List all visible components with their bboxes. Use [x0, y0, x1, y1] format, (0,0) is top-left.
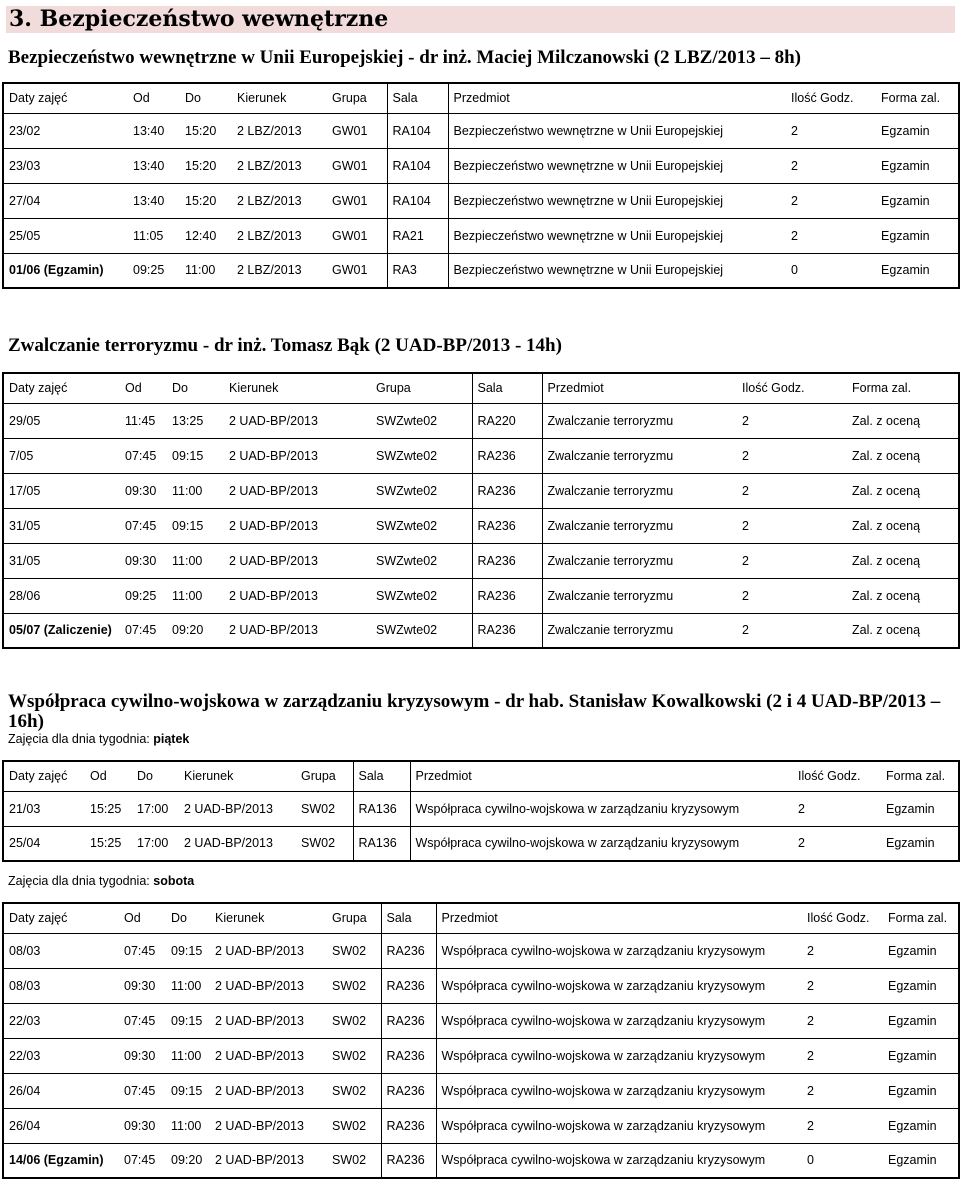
column-header-assessment: Forma zal.	[881, 761, 959, 791]
cell-hours: 2	[802, 933, 883, 968]
cell-assessment: Egzamin	[876, 148, 959, 183]
column-header-assessment: Forma zal.	[847, 373, 959, 403]
cell-program: 2 UAD-BP/2013	[210, 933, 327, 968]
column-header-hours: Ilość Godz.	[737, 373, 847, 403]
column-header-to: Do	[132, 761, 179, 791]
table-row	[3, 791, 959, 826]
cell-hours: 2	[802, 1038, 883, 1073]
cell-to: 11:00	[166, 1038, 210, 1073]
cell-hours: 2	[802, 1073, 883, 1108]
cell-subject: Bezpieczeństwo wewnętrzne w Unii Europejskiej	[448, 183, 786, 218]
cell-from: 09:30	[120, 543, 167, 578]
cell-date: 25/05	[3, 218, 128, 253]
cell-from: 09:25	[128, 253, 180, 288]
table-row	[3, 1038, 959, 1073]
cell-date: 05/07 (Zaliczenie)	[3, 613, 120, 648]
cell-room: RA104	[387, 183, 448, 218]
cell-program: 2 UAD-BP/2013	[224, 508, 371, 543]
column-header-hours: Ilość Godz.	[793, 761, 881, 791]
cell-assessment: Egzamin	[883, 1003, 959, 1038]
cell-assessment: Egzamin	[883, 1073, 959, 1108]
cell-from: 07:45	[119, 1073, 166, 1108]
cell-hours: 2	[802, 968, 883, 1003]
cell-to: 09:15	[166, 1073, 210, 1108]
cell-date: 14/06 (Egzamin)	[3, 1143, 119, 1178]
column-header-program: Kierunek	[232, 83, 327, 113]
cell-from: 09:25	[120, 578, 167, 613]
cell-date: 31/05	[3, 543, 120, 578]
cell-program: 2 UAD-BP/2013	[210, 968, 327, 1003]
table-row	[3, 968, 959, 1003]
cell-assessment: Zal. z oceną	[847, 613, 959, 648]
table-row	[3, 1108, 959, 1143]
column-header-hours: Ilość Godz.	[802, 903, 883, 933]
column-header-group: Grupa	[327, 83, 387, 113]
cell-subject: Współpraca cywilno-wojskowa w zarządzaniu kryzysowym	[410, 826, 793, 861]
cell-program: 2 UAD-BP/2013	[210, 1143, 327, 1178]
cell-from: 07:45	[120, 508, 167, 543]
cell-assessment: Egzamin	[883, 933, 959, 968]
cell-assessment: Zal. z oceną	[847, 578, 959, 613]
cell-assessment: Zal. z oceną	[847, 403, 959, 438]
cell-program: 2 UAD-BP/2013	[224, 473, 371, 508]
table-row	[3, 473, 959, 508]
day-note-day: piątek	[153, 732, 190, 746]
cell-to: 15:20	[180, 148, 232, 183]
column-header-hours: Ilość Godz.	[786, 83, 876, 113]
cell-hours: 2	[737, 403, 847, 438]
cell-program: 2 UAD-BP/2013	[224, 578, 371, 613]
cell-date: 17/05	[3, 473, 120, 508]
cell-room: RA21	[387, 218, 448, 253]
cell-group: SWZwte02	[371, 578, 472, 613]
cell-to: 11:00	[166, 968, 210, 1003]
table-row	[3, 613, 959, 648]
table-row	[3, 438, 959, 473]
cell-room: RA236	[381, 1003, 436, 1038]
column-header-from: Od	[120, 373, 167, 403]
schedule-table-wspolpraca-friday	[2, 760, 960, 862]
column-header-program: Kierunek	[179, 761, 296, 791]
column-header-from: Od	[128, 83, 180, 113]
cell-hours: 2	[802, 1003, 883, 1038]
cell-hours: 2	[793, 791, 881, 826]
table-row	[3, 826, 959, 861]
cell-room: RA236	[381, 1073, 436, 1108]
table-row	[3, 148, 959, 183]
cell-date: 31/05	[3, 508, 120, 543]
table-row	[3, 933, 959, 968]
cell-group: SWZwte02	[371, 438, 472, 473]
cell-hours: 2	[786, 183, 876, 218]
column-header-date: Daty zajęć	[3, 761, 85, 791]
cell-program: 2 UAD-BP/2013	[224, 613, 371, 648]
column-header-from: Od	[85, 761, 132, 791]
cell-to: 09:15	[167, 438, 224, 473]
cell-to: 11:00	[167, 473, 224, 508]
cell-to: 09:15	[166, 1003, 210, 1038]
column-header-group: Grupa	[327, 903, 381, 933]
cell-assessment: Zal. z oceną	[847, 543, 959, 578]
cell-program: 2 LBZ/2013	[232, 253, 327, 288]
cell-subject: Współpraca cywilno-wojskowa w zarządzaniu kryzysowym	[436, 1073, 802, 1108]
cell-group: SW02	[327, 1143, 381, 1178]
cell-hours: 0	[802, 1143, 883, 1178]
day-note-label: Zajęcia dla dnia tygodnia:	[8, 732, 150, 746]
cell-program: 2 UAD-BP/2013	[224, 543, 371, 578]
cell-group: GW01	[327, 183, 387, 218]
cell-to: 17:00	[132, 826, 179, 861]
column-header-subject: Przedmiot	[448, 83, 786, 113]
cell-date: 23/02	[3, 113, 128, 148]
cell-subject: Zwalczanie terroryzmu	[542, 613, 737, 648]
cell-room: RA104	[387, 113, 448, 148]
cell-hours: 2	[737, 508, 847, 543]
cell-from: 11:45	[120, 403, 167, 438]
cell-program: 2 UAD-BP/2013	[210, 1038, 327, 1073]
cell-subject: Zwalczanie terroryzmu	[542, 403, 737, 438]
cell-to: 15:20	[180, 183, 232, 218]
table-row	[3, 183, 959, 218]
cell-subject: Bezpieczeństwo wewnętrzne w Unii Europejskiej	[448, 253, 786, 288]
column-header-to: Do	[167, 373, 224, 403]
section-title: 3. Bezpieczeństwo wewnętrzne	[6, 6, 955, 33]
cell-to: 09:20	[167, 613, 224, 648]
cell-assessment: Egzamin	[883, 1038, 959, 1073]
column-header-group: Grupa	[296, 761, 353, 791]
cell-group: SW02	[327, 1003, 381, 1038]
cell-group: SWZwte02	[371, 473, 472, 508]
cell-date: 23/03	[3, 148, 128, 183]
cell-group: SW02	[327, 1038, 381, 1073]
column-header-to: Do	[180, 83, 232, 113]
cell-program: 2 UAD-BP/2013	[210, 1073, 327, 1108]
cell-hours: 0	[786, 253, 876, 288]
cell-subject: Współpraca cywilno-wojskowa w zarządzaniu kryzysowym	[436, 1108, 802, 1143]
schedule-table-terroryzm	[2, 372, 960, 649]
cell-hours: 2	[793, 826, 881, 861]
cell-assessment: Egzamin	[883, 968, 959, 1003]
cell-to: 17:00	[132, 791, 179, 826]
table-row	[3, 543, 959, 578]
cell-subject: Bezpieczeństwo wewnętrzne w Unii Europejskiej	[448, 218, 786, 253]
cell-date: 29/05	[3, 403, 120, 438]
course-title-bezpieczenstwo: Bezpieczeństwo wewnętrzne w Unii Europejskiej - dr inż. Maciej Milczanowski (2 LBZ/2013 – 8h)	[8, 47, 801, 68]
cell-from: 09:30	[119, 1038, 166, 1073]
cell-assessment: Egzamin	[876, 218, 959, 253]
cell-subject: Zwalczanie terroryzmu	[542, 508, 737, 543]
column-header-room: Sala	[381, 903, 436, 933]
table-header-row	[3, 761, 959, 791]
cell-to: 11:00	[167, 543, 224, 578]
column-header-subject: Przedmiot	[410, 761, 793, 791]
cell-group: SW02	[327, 968, 381, 1003]
cell-group: SW02	[296, 826, 353, 861]
cell-room: RA236	[472, 578, 542, 613]
column-header-group: Grupa	[371, 373, 472, 403]
cell-group: SW02	[296, 791, 353, 826]
cell-subject: Współpraca cywilno-wojskowa w zarządzaniu kryzysowym	[436, 1003, 802, 1038]
table-row	[3, 403, 959, 438]
table-header-row	[3, 903, 959, 933]
cell-date: 27/04	[3, 183, 128, 218]
cell-group: SWZwte02	[371, 403, 472, 438]
cell-group: SW02	[327, 1073, 381, 1108]
cell-subject: Bezpieczeństwo wewnętrzne w Unii Europejskiej	[448, 148, 786, 183]
cell-program: 2 LBZ/2013	[232, 183, 327, 218]
cell-from: 09:30	[119, 1108, 166, 1143]
course-title-wspolpraca: Współpraca cywilno-wojskowa w zarządzaniu kryzysowym - dr hab. Stanisław Kowalkowski (2 i 4 UAD-BP/2013 – 16h)	[8, 691, 941, 732]
cell-date: 08/03	[3, 968, 119, 1003]
cell-date: 7/05	[3, 438, 120, 473]
table-row	[3, 1143, 959, 1178]
column-header-date: Daty zajęć	[3, 83, 128, 113]
cell-assessment: Zal. z oceną	[847, 438, 959, 473]
cell-hours: 2	[737, 578, 847, 613]
cell-subject: Współpraca cywilno-wojskowa w zarządzaniu kryzysowym	[436, 968, 802, 1003]
cell-group: GW01	[327, 218, 387, 253]
schedule-table-bezpieczenstwo	[2, 82, 960, 289]
cell-room: RA236	[472, 613, 542, 648]
cell-assessment: Egzamin	[876, 113, 959, 148]
cell-hours: 2	[802, 1108, 883, 1143]
cell-from: 15:25	[85, 791, 132, 826]
table-row	[3, 508, 959, 543]
cell-room: RA236	[472, 473, 542, 508]
cell-room: RA236	[381, 933, 436, 968]
cell-subject: Współpraca cywilno-wojskowa w zarządzaniu kryzysowym	[436, 1038, 802, 1073]
cell-program: 2 UAD-BP/2013	[224, 438, 371, 473]
table-row	[3, 578, 959, 613]
cell-from: 11:05	[128, 218, 180, 253]
cell-room: RA236	[381, 1143, 436, 1178]
cell-subject: Zwalczanie terroryzmu	[542, 578, 737, 613]
column-header-to: Do	[166, 903, 210, 933]
cell-subject: Współpraca cywilno-wojskowa w zarządzaniu kryzysowym	[436, 933, 802, 968]
cell-date: 28/06	[3, 578, 120, 613]
cell-program: 2 UAD-BP/2013	[179, 791, 296, 826]
cell-from: 07:45	[120, 613, 167, 648]
cell-from: 09:30	[120, 473, 167, 508]
cell-group: SWZwte02	[371, 613, 472, 648]
cell-to: 11:00	[166, 1108, 210, 1143]
cell-subject: Zwalczanie terroryzmu	[542, 543, 737, 578]
cell-date: 08/03	[3, 933, 119, 968]
column-header-subject: Przedmiot	[436, 903, 802, 933]
cell-to: 09:15	[166, 933, 210, 968]
cell-from: 13:40	[128, 148, 180, 183]
cell-subject: Zwalczanie terroryzmu	[542, 473, 737, 508]
cell-subject: Zwalczanie terroryzmu	[542, 438, 737, 473]
day-note-saturday	[8, 874, 194, 888]
column-header-room: Sala	[387, 83, 448, 113]
cell-hours: 2	[737, 438, 847, 473]
cell-subject: Współpraca cywilno-wojskowa w zarządzaniu kryzysowym	[436, 1143, 802, 1178]
column-header-program: Kierunek	[210, 903, 327, 933]
cell-from: 15:25	[85, 826, 132, 861]
cell-program: 2 UAD-BP/2013	[210, 1108, 327, 1143]
day-note-label: Zajęcia dla dnia tygodnia:	[8, 874, 150, 888]
cell-group: GW01	[327, 253, 387, 288]
cell-room: RA136	[353, 826, 410, 861]
cell-assessment: Egzamin	[876, 183, 959, 218]
column-header-assessment: Forma zal.	[883, 903, 959, 933]
schedule-table-wspolpraca-saturday	[2, 902, 960, 1179]
cell-hours: 2	[786, 113, 876, 148]
cell-assessment: Egzamin	[876, 253, 959, 288]
course-title-terroryzm: Zwalczanie terroryzmu - dr inż. Tomasz Bąk (2 UAD-BP/2013 - 14h)	[8, 335, 562, 356]
cell-from: 13:40	[128, 183, 180, 218]
column-header-program: Kierunek	[224, 373, 371, 403]
cell-to: 11:00	[167, 578, 224, 613]
cell-group: GW01	[327, 148, 387, 183]
cell-room: RA236	[472, 508, 542, 543]
cell-room: RA104	[387, 148, 448, 183]
cell-hours: 2	[737, 473, 847, 508]
cell-date: 01/06 (Egzamin)	[3, 253, 128, 288]
column-header-room: Sala	[472, 373, 542, 403]
cell-group: GW01	[327, 113, 387, 148]
cell-to: 09:15	[167, 508, 224, 543]
cell-program: 2 UAD-BP/2013	[179, 826, 296, 861]
cell-from: 07:45	[119, 933, 166, 968]
cell-date: 25/04	[3, 826, 85, 861]
table-row	[3, 218, 959, 253]
cell-room: RA3	[387, 253, 448, 288]
cell-room: RA236	[381, 1108, 436, 1143]
cell-from: 09:30	[119, 968, 166, 1003]
table-header-row	[3, 373, 959, 403]
table-row	[3, 113, 959, 148]
cell-assessment: Egzamin	[881, 826, 959, 861]
column-header-subject: Przedmiot	[542, 373, 737, 403]
cell-room: RA136	[353, 791, 410, 826]
cell-program: 2 LBZ/2013	[232, 113, 327, 148]
cell-program: 2 LBZ/2013	[232, 218, 327, 253]
cell-group: SW02	[327, 933, 381, 968]
cell-assessment: Egzamin	[883, 1143, 959, 1178]
cell-room: RA236	[472, 543, 542, 578]
column-header-room: Sala	[353, 761, 410, 791]
cell-program: 2 UAD-BP/2013	[224, 403, 371, 438]
cell-hours: 2	[737, 543, 847, 578]
cell-assessment: Egzamin	[883, 1108, 959, 1143]
day-note-day: sobota	[153, 874, 195, 888]
cell-to: 13:25	[167, 403, 224, 438]
cell-assessment: Egzamin	[881, 791, 959, 826]
cell-subject: Współpraca cywilno-wojskowa w zarządzaniu kryzysowym	[410, 791, 793, 826]
column-header-date: Daty zajęć	[3, 373, 120, 403]
cell-group: SWZwte02	[371, 508, 472, 543]
column-header-from: Od	[119, 903, 166, 933]
cell-from: 07:45	[120, 438, 167, 473]
cell-program: 2 UAD-BP/2013	[210, 1003, 327, 1038]
cell-program: 2 LBZ/2013	[232, 148, 327, 183]
cell-group: SW02	[327, 1108, 381, 1143]
cell-room: RA220	[472, 403, 542, 438]
cell-to: 09:20	[166, 1143, 210, 1178]
cell-to: 11:00	[180, 253, 232, 288]
table-row	[3, 1003, 959, 1038]
cell-date: 26/04	[3, 1108, 119, 1143]
table-header-row	[3, 83, 959, 113]
cell-date: 26/04	[3, 1073, 119, 1108]
day-note-friday	[8, 732, 189, 746]
column-header-date: Daty zajęć	[3, 903, 119, 933]
cell-to: 15:20	[180, 113, 232, 148]
cell-group: SWZwte02	[371, 543, 472, 578]
cell-hours: 2	[786, 218, 876, 253]
cell-assessment: Zal. z oceną	[847, 508, 959, 543]
cell-from: 07:45	[119, 1003, 166, 1038]
cell-date: 22/03	[3, 1003, 119, 1038]
cell-room: RA236	[381, 1038, 436, 1073]
table-row	[3, 1073, 959, 1108]
cell-subject: Bezpieczeństwo wewnętrzne w Unii Europejskiej	[448, 113, 786, 148]
column-header-assessment: Forma zal.	[876, 83, 959, 113]
cell-date: 21/03	[3, 791, 85, 826]
cell-date: 22/03	[3, 1038, 119, 1073]
cell-hours: 2	[786, 148, 876, 183]
cell-from: 07:45	[119, 1143, 166, 1178]
cell-from: 13:40	[128, 113, 180, 148]
cell-to: 12:40	[180, 218, 232, 253]
cell-assessment: Zal. z oceną	[847, 473, 959, 508]
cell-room: RA236	[472, 438, 542, 473]
cell-hours: 2	[737, 613, 847, 648]
cell-room: RA236	[381, 968, 436, 1003]
table-row	[3, 253, 959, 288]
